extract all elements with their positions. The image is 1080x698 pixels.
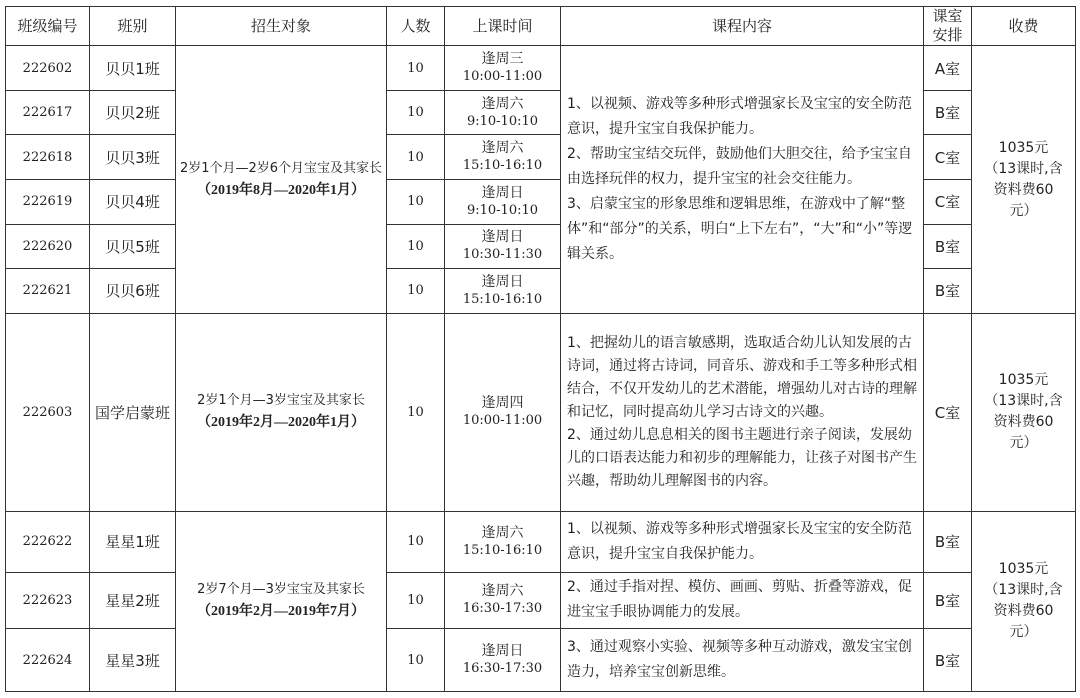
fee-line: 资料费60 (993, 414, 1054, 431)
class-code: 222620 (6, 224, 90, 269)
course-content: 3、通过观察小实验、视频等多种互动游戏，激发宝宝创造力，培养宝宝创新思维。 (561, 629, 924, 692)
time-day: 逢周六 (481, 95, 524, 112)
class-name: 贝贝3班 (90, 135, 176, 180)
content-item: 2、帮助宝宝结交玩伴，鼓励他们大胆交往，给予宝宝自由选择玩伴的权力，提升宝宝的社会交往能力。 (567, 146, 912, 187)
class-name: 星星2班 (90, 572, 176, 629)
student-count: 10 (387, 269, 445, 314)
time-hours: 16:30-17:30 (462, 601, 543, 617)
class-name: 贝贝4班 (90, 180, 176, 225)
time-day: 逢周日 (481, 229, 524, 246)
fee-line: （13课时,含 (984, 393, 1063, 410)
class-code: 222622 (6, 511, 90, 572)
fee-cell (972, 313, 1076, 511)
time-day: 逢周六 (481, 583, 524, 600)
fee-line: 资料费60 (993, 603, 1054, 620)
class-code: 222603 (6, 313, 90, 511)
header-room-line2: 安排 (932, 26, 963, 45)
student-count: 10 (387, 135, 445, 180)
class-time (445, 313, 561, 511)
header-count: 人数 (387, 7, 445, 46)
content-item: 3、启蒙宝宝的形象思维和逻辑思维，在游戏中了解“整体”和“部分”的关系，明白“上下左右”，“大”和“小”等逻辑关系。 (567, 196, 913, 262)
time-day: 逢周三 (481, 51, 524, 68)
student-count: 10 (387, 46, 445, 91)
header-audience: 招生对象 (176, 7, 387, 46)
table-row (6, 572, 1076, 629)
class-name: 贝贝5班 (90, 224, 176, 269)
fee-line: （13课时,含 (984, 582, 1063, 599)
class-time (445, 224, 561, 269)
course-content: 2、通过手指对捏、模仿、画画、剪贴、折叠等游戏，促进宝宝手眼协调能力的发展。 (561, 572, 924, 629)
room-cell: B室 (924, 572, 972, 629)
student-count: 10 (387, 90, 445, 135)
student-count: 10 (387, 629, 445, 692)
header-content: 课程内容 (561, 7, 924, 46)
time-day: 逢周日 (481, 273, 524, 290)
class-code: 222617 (6, 90, 90, 135)
class-time (445, 46, 561, 91)
time-hours: 10:00-11:00 (462, 413, 543, 429)
class-time (445, 180, 561, 225)
student-count: 10 (387, 572, 445, 629)
audience-cell (176, 511, 387, 691)
room-cell: C室 (924, 180, 972, 225)
audience-range: （2019年8月—2020年1月） (197, 182, 365, 198)
header-room (924, 7, 972, 46)
room-cell: C室 (924, 313, 972, 511)
class-name: 星星1班 (90, 511, 176, 572)
time-day: 逢周六 (481, 524, 524, 541)
audience-main: 2岁1个月—3岁宝宝及其家长 (197, 393, 365, 409)
class-code: 222619 (6, 180, 90, 225)
student-count: 10 (387, 180, 445, 225)
header-time: 上课时间 (445, 7, 561, 46)
room-cell: C室 (924, 135, 972, 180)
fee-cell (972, 46, 1076, 313)
class-name: 国学启蒙班 (90, 313, 176, 511)
fee-line: （13课时,含 (984, 160, 1063, 177)
class-code: 222621 (6, 269, 90, 314)
class-code: 222618 (6, 135, 90, 180)
fee-line: 1035元 (998, 139, 1049, 156)
time-hours: 10:00-11:00 (462, 69, 543, 85)
header-class: 班别 (90, 7, 176, 46)
time-hours: 16:30-17:30 (462, 661, 543, 677)
audience-range: （2019年2月—2019年7月） (197, 604, 365, 620)
audience-cell (176, 46, 387, 313)
content-item: 1、把握幼儿的语言敏感期，选取适合幼儿认知发展的古诗词，通过将古诗词，同音乐、游戏和手工等多种形式相结合，不仅开发幼儿的艺术潜能，增强幼儿对古诗的理解和记忆，同时提高幼儿学习古诗文的兴趣。 (567, 334, 917, 420)
room-cell: A室 (924, 46, 972, 91)
time-hours: 15:10-16:10 (462, 291, 543, 307)
table-row (6, 511, 1076, 572)
fee-line: 1035元 (998, 372, 1049, 389)
fee-line: 资料费60 (993, 181, 1054, 198)
fee-line: 元） (1009, 202, 1038, 219)
room-cell: B室 (924, 90, 972, 135)
fee-line: 1035元 (998, 561, 1049, 578)
student-count: 10 (387, 224, 445, 269)
course-schedule-table (5, 6, 1076, 692)
audience-range: （2019年2月—2020年1月） (197, 415, 365, 431)
class-time (445, 269, 561, 314)
header-fee: 收费 (972, 7, 1076, 46)
class-name: 贝贝1班 (90, 46, 176, 91)
class-code: 222623 (6, 572, 90, 629)
room-cell: B室 (924, 269, 972, 314)
course-content (561, 46, 924, 313)
course-content (561, 313, 924, 511)
room-cell: B室 (924, 511, 972, 572)
audience-cell (176, 313, 387, 511)
table-row (6, 46, 1076, 91)
time-day: 逢周四 (481, 395, 524, 412)
class-time (445, 90, 561, 135)
content-item: 2、通过幼儿息息相关的图书主题进行亲子阅读，发展幼儿的口语表达能力和初步的理解能力，让孩子对图书产生兴趣，帮助幼儿理解图书的内容。 (567, 426, 917, 489)
class-time (445, 572, 561, 629)
course-content: 1、以视频、游戏等多种形式增强家长及宝宝的安全防范意识，提升宝宝自我保护能力。 (561, 511, 924, 572)
audience-main: 2岁7个月—3岁宝宝及其家长 (197, 582, 365, 598)
time-hours: 15:10-16:10 (462, 158, 543, 174)
student-count: 10 (387, 511, 445, 572)
class-time (445, 135, 561, 180)
time-hours: 9:10-10:10 (466, 202, 539, 218)
table-row (6, 313, 1076, 511)
class-name: 贝贝2班 (90, 90, 176, 135)
fee-cell (972, 511, 1076, 691)
room-cell: B室 (924, 629, 972, 692)
time-day: 逢周日 (481, 643, 524, 660)
fee-line: 元） (1009, 624, 1038, 641)
audience-main: 2岁1个月—2岁6个月宝宝及其家长 (179, 160, 383, 176)
class-code: 222602 (6, 46, 90, 91)
class-time (445, 629, 561, 692)
header-room-line1: 课室 (932, 7, 963, 26)
table-row (6, 629, 1076, 692)
time-hours: 10:30-11:30 (462, 247, 543, 263)
header-code: 班级编号 (6, 7, 90, 46)
class-name: 星星3班 (90, 629, 176, 692)
class-time (445, 511, 561, 572)
time-hours: 9:10-10:10 (466, 113, 539, 129)
fee-line: 元） (1009, 435, 1038, 452)
header-row (6, 7, 1076, 46)
time-day: 逢周日 (481, 184, 524, 201)
time-day: 逢周六 (481, 140, 524, 157)
class-code: 222624 (6, 629, 90, 692)
room-cell: B室 (924, 224, 972, 269)
student-count: 10 (387, 313, 445, 511)
content-item: 1、以视频、游戏等多种形式增强家长及宝宝的安全防范意识，提升宝宝自我保护能力。 (567, 96, 912, 137)
class-name: 贝贝6班 (90, 269, 176, 314)
time-hours: 15:10-16:10 (462, 542, 543, 558)
